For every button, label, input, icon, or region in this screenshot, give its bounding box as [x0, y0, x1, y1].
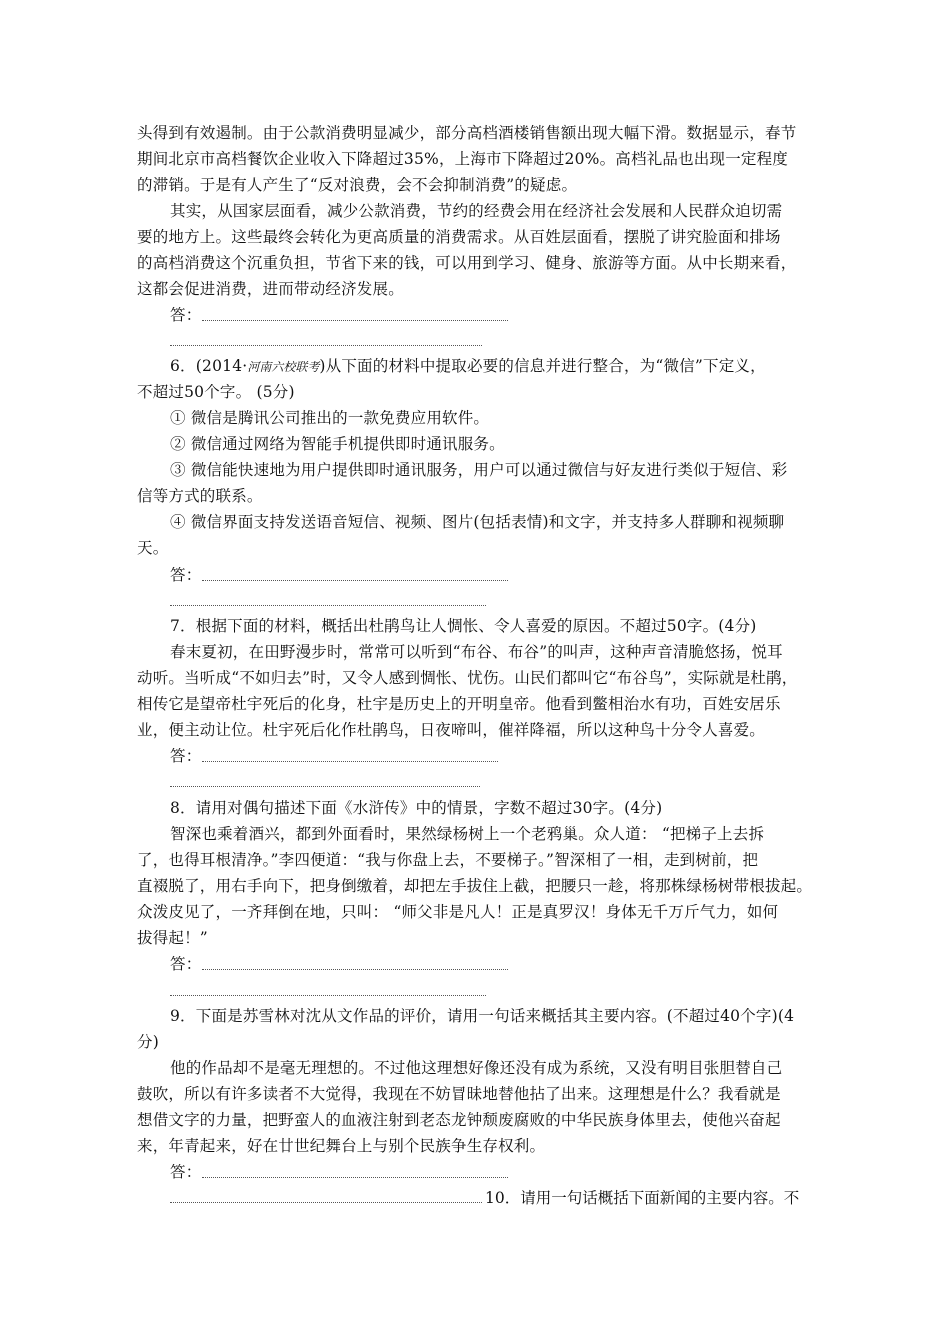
question-8-title: 8．请用对偶句描述下面《水浒传》中的情景，字数不超过30字。(4分) [170, 799, 663, 817]
list-item: ② 微信通过网络为智能手机提供即时通讯服务。 [170, 435, 505, 453]
paragraph-line: 其实，从国家层面看，减少公款消费，节约的经费会用在经济社会发展和人民群众迫切需 [170, 202, 783, 220]
source-label: 河南六校联考 [247, 360, 320, 374]
paragraph-line: 的滞销。于是有人产生了“反对浪费，会不会抑制消费”的疑虑。 [137, 176, 578, 194]
list-item-cont: 天。 [137, 539, 169, 557]
paragraph-line: 他的作品却不是毫无理想的。不过他这理想好像还没有成为系统，又没有明目张胆替自己 [170, 1059, 783, 1077]
answer-label: 答： [170, 1163, 202, 1181]
list-item: ① 微信是腾讯公司推出的一款免费应用软件。 [170, 409, 490, 427]
paragraph-line: 来，年青起来，好在廿世纪舞台上与别个民族争生存权利。 [137, 1137, 546, 1155]
question-6-title: 6．(2014·河南六校联考)从下面的材料中提取必要的信息并进行整合，为“微信”下定义， [170, 357, 766, 375]
list-item-cont: 信等方式的联系。 [137, 487, 263, 505]
paragraph-line: 动听。当听成“不如归去”时，又令人感到惆怅、忧伤。山民们都叫它“布谷鸟”，实际就是杜鹃， [137, 669, 798, 687]
question-9-title: 9．下面是苏雪林对沈从文作品的评价，请用一句话来概括其主要内容。(不超过40个字)(4 [170, 1007, 795, 1025]
paragraph-line: 头得到有效遏制。由于公款消费明显减少，部分高档酒楼销售额出现大幅下滑。数据显示，春节 [137, 124, 797, 142]
list-item: ③ 微信能快速地为用户提供即时通讯服务，用户可以通过微信与好友进行类似于短信、彩 [170, 461, 788, 479]
list-item: ④ 微信界面支持发送语音短信、视频、图片(包括表情)和文字，并支持多人群聊和视频聊 [170, 513, 785, 531]
answer-line[interactable] [202, 1177, 508, 1178]
answer-label: 答： [170, 747, 202, 765]
answer-label: 答： [170, 306, 202, 324]
question-7-title: 7．根据下面的材料，概括出杜鹃鸟让人惆怅、令人喜爱的原因。不超过50字。(4分) [170, 617, 757, 635]
answer-line[interactable] [170, 605, 486, 606]
answer-label: 答： [170, 955, 202, 973]
paragraph-line: 直裰脱了，用右手向下，把身倒缴着，却把左手拔住上截，把腰只一趁，将那株绿杨树带根拔起。 [137, 877, 813, 895]
answer-line[interactable] [202, 969, 508, 970]
paragraph-line: 的高档消费这个沉重负担，节省下来的钱，可以用到学习、健身、旅游等方面。从中长期来看， [137, 254, 797, 272]
answer-line[interactable] [202, 320, 508, 321]
paragraph-line: 智深也乘着酒兴，都到外面看时，果然绿杨树上一个老鸦巢。众人道： “把梯子上去拆 [170, 825, 765, 843]
paragraph-line: 要的地方上。这些最终会转化为更高质量的消费需求。从百姓层面看，摆脱了讲究脸面和排场 [137, 228, 781, 246]
answer-line[interactable] [170, 786, 480, 787]
paragraph-line: 鼓吹，所以有许多读者不大觉得，我现在不妨冒昧地替他拈了出来。这理想是什么？我看就是 [137, 1085, 781, 1103]
question-9-title-cont: 分) [137, 1033, 159, 1051]
answer-line[interactable] [202, 580, 508, 581]
paragraph-line: 了，也得耳根清净。”李四便道：“我与你盘上去，不要梯子。”智深相了一相，走到树前，把 [137, 851, 759, 869]
question-6-title-cont: 不超过50个字。 (5分) [137, 383, 295, 401]
answer-label: 答： [170, 566, 202, 584]
paragraph-line: 想借文字的力量，把野蛮人的血液注射到老态龙钟颓废腐败的中华民族身体里去，使他兴奋起 [137, 1111, 781, 1129]
paragraph-line: 拔得起！” [137, 929, 208, 947]
answer-line[interactable] [170, 995, 486, 996]
paragraph-line: 这都会促进消费，进而带动经济发展。 [137, 280, 404, 298]
paragraph-line: 期间北京市高档餐饮企业收入下降超过35%，上海市下降超过20%。高档礼品也出现一定程度 [137, 150, 789, 168]
answer-line[interactable] [202, 761, 498, 762]
answer-line[interactable] [170, 1202, 482, 1203]
paragraph-line: 相传它是望帝杜宇死后的化身，杜宇是历史上的开明皇帝。他看到鳖相治水有功，百姓安居乐 [137, 695, 781, 713]
answer-line[interactable] [170, 345, 482, 346]
paragraph-line: 春末夏初，在田野漫步时，常常可以听到“布谷、布谷”的叫声，这种声音清脆悠扬，悦耳 [170, 643, 783, 661]
paragraph-line: 业，便主动让位。杜宇死后化作杜鹃鸟，日夜啼叫，催祥降福，所以这种鸟十分令人喜爱。 [137, 721, 766, 739]
paragraph-line: 众泼皮见了，一齐拜倒在地，只叫： “师父非是凡人！正是真罗汉！身体无千万斤气力，如何 [137, 903, 779, 921]
question-10-title: 10．请用一句话概括下面新闻的主要内容。不 [485, 1189, 800, 1207]
